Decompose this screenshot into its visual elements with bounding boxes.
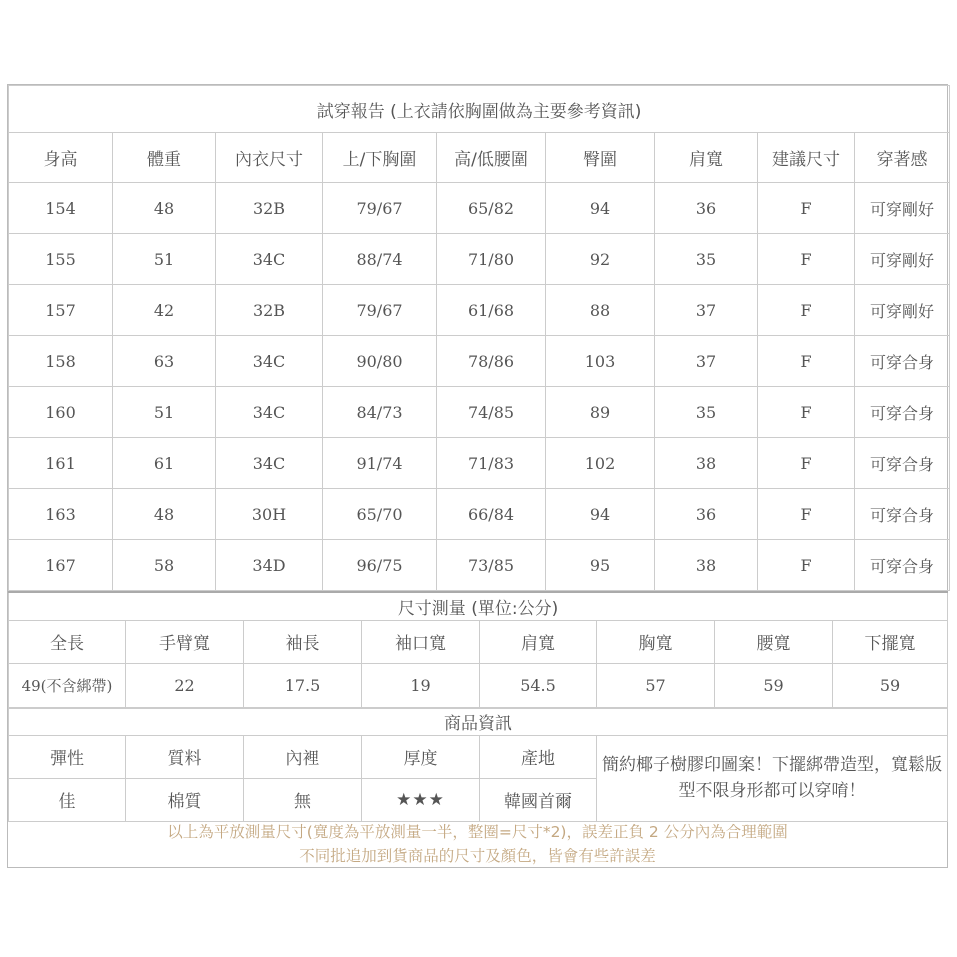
size-chart-frame	[7, 84, 948, 868]
col-header: 內衣尺寸	[216, 133, 323, 183]
table-cell: 88/74	[323, 234, 437, 285]
col-header: 肩寬	[655, 133, 758, 183]
table-cell: 74/85	[437, 387, 546, 438]
table-cell: 84/73	[323, 387, 437, 438]
col-header: 內裡	[244, 735, 362, 778]
table-row	[9, 234, 950, 285]
table-cell: 58	[113, 540, 216, 591]
table-cell: 36	[655, 489, 758, 540]
table-cell: 48	[113, 183, 216, 234]
table-cell: 65/82	[437, 183, 546, 234]
col-header: 肩寬	[480, 620, 597, 663]
note-line: 以上為平放測量尺寸(寬度為平放測量一半，整圈=尺寸*2)，誤差正負 2 公分內為合理範圍	[167, 823, 788, 841]
table-cell: 可穿剛好	[855, 234, 950, 285]
table-cell: F	[758, 234, 855, 285]
col-header: 全長	[9, 620, 126, 663]
col-header: 體重	[113, 133, 216, 183]
table-cell: 韓國首爾	[480, 778, 597, 821]
table-cell: 59	[715, 663, 833, 707]
table-row	[9, 540, 950, 591]
table-cell: 34C	[216, 387, 323, 438]
col-header: 產地	[480, 735, 597, 778]
table-cell: 94	[546, 183, 655, 234]
table-cell: 42	[113, 285, 216, 336]
table-cell: 89	[546, 387, 655, 438]
table-cell: 163	[9, 489, 113, 540]
notes	[8, 820, 947, 868]
table-cell: 可穿剛好	[855, 285, 950, 336]
col-header: 厚度	[362, 735, 480, 778]
table-cell: 51	[113, 387, 216, 438]
table-cell: 155	[9, 234, 113, 285]
table-cell: 可穿合身	[855, 540, 950, 591]
table-cell: 161	[9, 438, 113, 489]
table-cell: 160	[9, 387, 113, 438]
col-header: 胸寬	[597, 620, 715, 663]
table-cell: 66/84	[437, 489, 546, 540]
table-cell: 棉質	[126, 778, 244, 821]
product-table	[8, 708, 948, 822]
table-cell: 61	[113, 438, 216, 489]
table-cell: 96/75	[323, 540, 437, 591]
measure-title: 尺寸測量 (單位:公分)	[9, 592, 948, 620]
table-row	[9, 183, 950, 234]
table-cell: 71/80	[437, 234, 546, 285]
table-cell: 可穿合身	[855, 438, 950, 489]
table-cell: 35	[655, 387, 758, 438]
table-cell: 38	[655, 540, 758, 591]
table-cell: 88	[546, 285, 655, 336]
table-cell: 可穿合身	[855, 387, 950, 438]
table-cell: 95	[546, 540, 655, 591]
table-cell: 59	[833, 663, 948, 707]
table-cell: 佳	[9, 778, 126, 821]
table-cell: 可穿剛好	[855, 183, 950, 234]
table-cell: 157	[9, 285, 113, 336]
table-cell: 無	[244, 778, 362, 821]
col-header: 穿著感	[855, 133, 950, 183]
table-cell: 30H	[216, 489, 323, 540]
table-cell: 71/83	[437, 438, 546, 489]
table-cell: 94	[546, 489, 655, 540]
table-row	[9, 489, 950, 540]
table-cell: 103	[546, 336, 655, 387]
table-cell: 65/70	[323, 489, 437, 540]
table-cell: 79/67	[323, 285, 437, 336]
product-description: 簡約椰子樹膠印圖案！下擺綁帶造型，寬鬆版型不限身形都可以穿唷！	[597, 735, 948, 821]
table-cell: 158	[9, 336, 113, 387]
table-cell: 57	[597, 663, 715, 707]
table-cell: 22	[126, 663, 244, 707]
col-header: 質料	[126, 735, 244, 778]
col-header: 彈性	[9, 735, 126, 778]
table-cell: 37	[655, 336, 758, 387]
table-row	[9, 387, 950, 438]
tryon-title: 試穿報告 (上衣請依胸圍做為主要參考資訊)	[9, 86, 950, 133]
table-cell: F	[758, 183, 855, 234]
table-cell: 63	[113, 336, 216, 387]
table-cell: 34D	[216, 540, 323, 591]
table-cell: 34C	[216, 336, 323, 387]
table-cell: 可穿合身	[855, 489, 950, 540]
note-line: 不同批追加到貨商品的尺寸及顏色，皆會有些許誤差	[299, 847, 656, 865]
table-cell: 91/74	[323, 438, 437, 489]
table-cell: 34C	[216, 234, 323, 285]
table-cell: 90/80	[323, 336, 437, 387]
col-header: 下擺寬	[833, 620, 948, 663]
table-cell: F	[758, 285, 855, 336]
table-cell: 61/68	[437, 285, 546, 336]
col-header: 建議尺寸	[758, 133, 855, 183]
table-cell: 35	[655, 234, 758, 285]
table-cell: 32B	[216, 183, 323, 234]
table-row	[9, 285, 950, 336]
table-cell: 37	[655, 285, 758, 336]
table-row	[9, 336, 950, 387]
table-cell: 167	[9, 540, 113, 591]
table-cell: 49(不含綁帶)	[9, 663, 126, 707]
table-cell: F	[758, 489, 855, 540]
thickness-stars: ★★★	[362, 778, 480, 821]
product-title: 商品資訊	[9, 708, 948, 735]
table-cell: 73/85	[437, 540, 546, 591]
tryon-table	[8, 85, 950, 591]
measure-table	[8, 591, 948, 708]
table-cell: F	[758, 540, 855, 591]
table-row	[9, 438, 950, 489]
table-cell: 34C	[216, 438, 323, 489]
table-cell: 102	[546, 438, 655, 489]
table-cell: 154	[9, 183, 113, 234]
table-cell: 17.5	[244, 663, 362, 707]
table-cell: 79/67	[323, 183, 437, 234]
col-header: 上/下胸圍	[323, 133, 437, 183]
col-header: 身高	[9, 133, 113, 183]
table-cell: 92	[546, 234, 655, 285]
table-cell: 38	[655, 438, 758, 489]
table-row	[9, 663, 948, 707]
table-cell: 54.5	[480, 663, 597, 707]
col-header: 高/低腰圍	[437, 133, 546, 183]
table-cell: 51	[113, 234, 216, 285]
table-cell: 可穿合身	[855, 336, 950, 387]
table-cell: F	[758, 438, 855, 489]
table-cell: 78/86	[437, 336, 546, 387]
col-header: 袖口寬	[362, 620, 480, 663]
col-header: 手臂寬	[126, 620, 244, 663]
col-header: 臀圍	[546, 133, 655, 183]
table-cell: 36	[655, 183, 758, 234]
table-cell: 48	[113, 489, 216, 540]
table-cell: F	[758, 336, 855, 387]
table-cell: F	[758, 387, 855, 438]
col-header: 袖長	[244, 620, 362, 663]
col-header: 腰寬	[715, 620, 833, 663]
table-cell: 32B	[216, 285, 323, 336]
table-cell: 19	[362, 663, 480, 707]
